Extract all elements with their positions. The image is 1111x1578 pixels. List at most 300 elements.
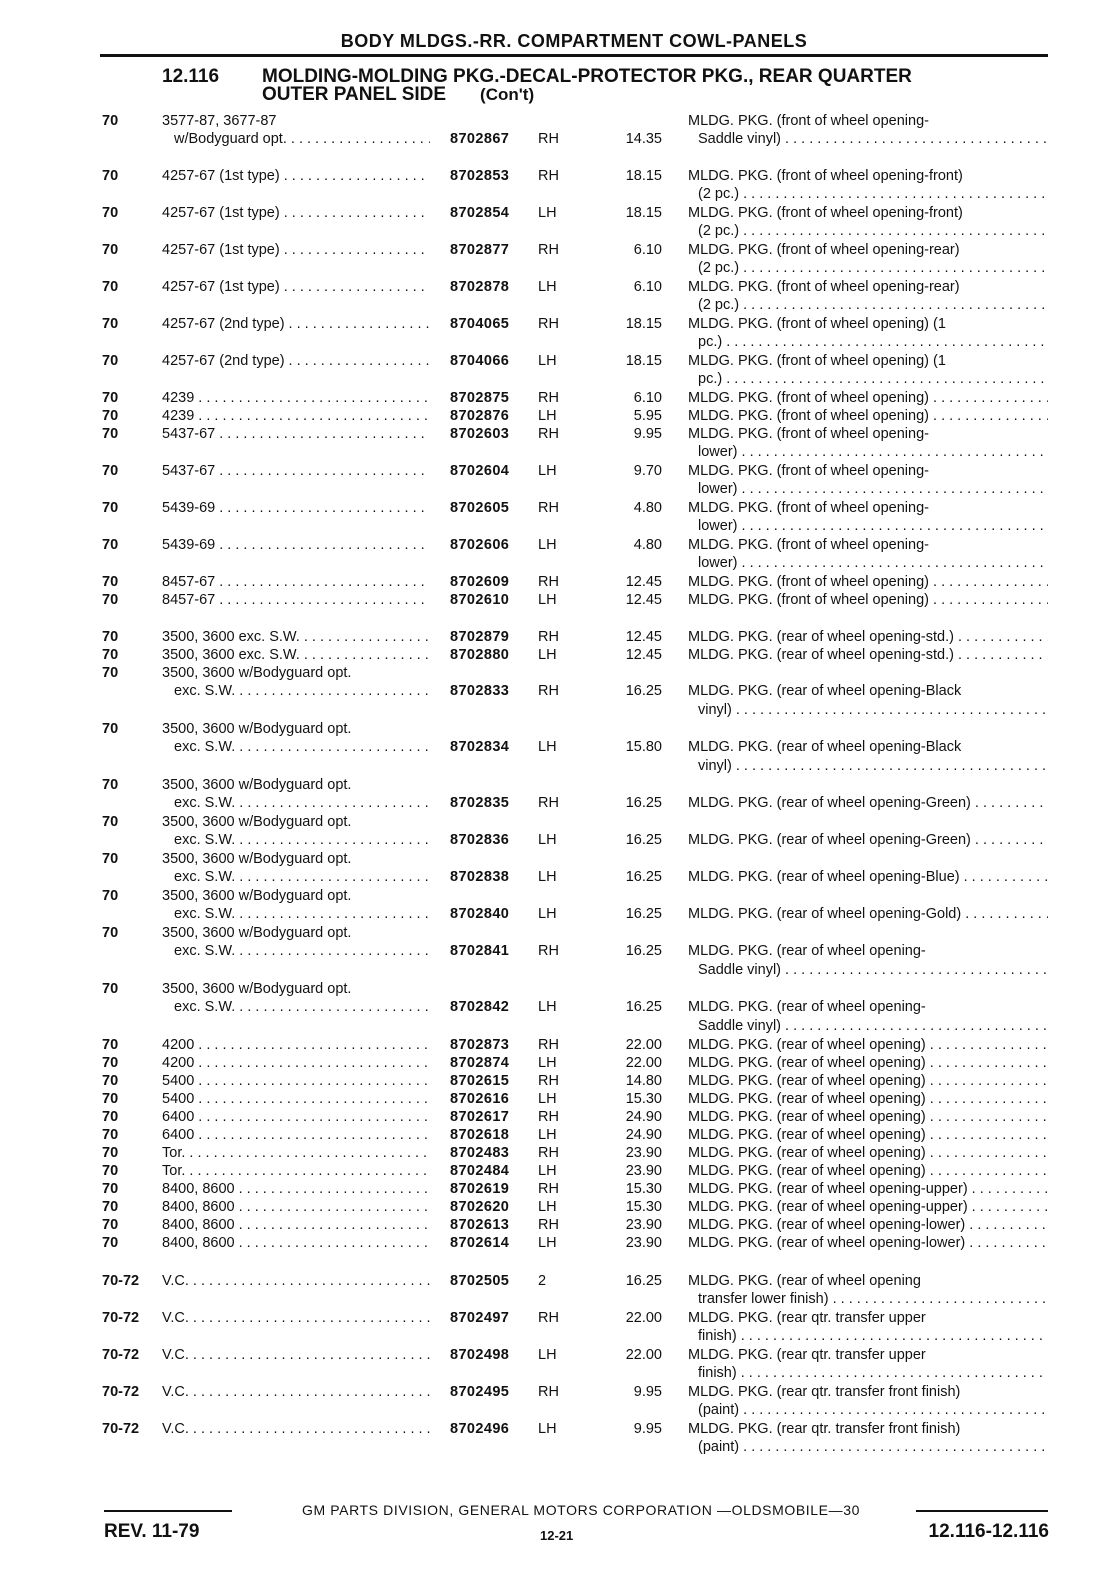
part-number: 8702879 [450, 629, 510, 645]
list-price: 24.90 [625, 1109, 662, 1125]
part-number: 8702497 [450, 1310, 510, 1326]
table-row [0, 813, 1111, 850]
side-code: LH [538, 1199, 557, 1215]
list-price: 15.80 [625, 739, 662, 756]
model-year: 70 [102, 1091, 119, 1107]
model-year: 70 [102, 205, 119, 221]
list-price: 14.80 [625, 1073, 662, 1089]
model-year: 70 [102, 1235, 119, 1251]
model-year: 70 [102, 1109, 119, 1125]
part-number: 8702603 [450, 426, 510, 442]
side-code: RH [538, 168, 559, 184]
side-code: LH [538, 592, 557, 608]
model-year: 70 [102, 1073, 119, 1089]
model-application: 4239 . . . [162, 407, 430, 425]
part-description: MLDG. PKG. (front of wheel opening- [688, 463, 929, 479]
model-year: 70 [102, 888, 119, 904]
part-description: finish) . . . [698, 1364, 1048, 1382]
list-price: 22.00 [625, 1037, 662, 1053]
table-row [0, 315, 1111, 352]
part-number: 8702505 [450, 1273, 510, 1289]
model-application: 8400, 8600 . . . [162, 1198, 430, 1216]
part-number: 8702840 [450, 906, 510, 923]
table-row [0, 167, 1111, 204]
part-description: MLDG. PKG. (rear of wheel opening- [688, 999, 926, 1016]
part-description: MLDG. PKG. (front of wheel opening) (1 [688, 316, 946, 332]
part-description: MLDG. PKG. (rear qtr. transfer front finish) [688, 1421, 961, 1437]
model-year: 70 [102, 316, 119, 332]
model-year: 70 [102, 1199, 119, 1215]
side-code: RH [538, 1384, 559, 1400]
table-row [0, 1420, 1111, 1457]
list-price: 23.90 [625, 1163, 662, 1179]
part-number: 8702604 [450, 463, 510, 479]
model-application: 4257-67 (2nd type) . . . [162, 352, 430, 370]
side-code: LH [538, 832, 557, 849]
model-application: V.C. . . . [162, 1346, 430, 1364]
part-description: MLDG. PKG. (rear of wheel opening) . . . [688, 1090, 1048, 1108]
part-description: MLDG. PKG. (rear of wheel opening-Black [688, 739, 962, 756]
side-code: LH [538, 408, 557, 424]
model-application: 6400 . . . [162, 1108, 430, 1126]
model-application: w/Bodyguard opt. . . . [174, 130, 430, 148]
model-application: 4200 . . . [162, 1036, 430, 1054]
table-row [0, 1108, 1111, 1126]
table-row [0, 536, 1111, 573]
list-price: 22.00 [625, 1310, 662, 1326]
table-row [0, 664, 1111, 719]
part-description: vinyl) . . . [698, 757, 1048, 775]
model-year: 70-72 [102, 1273, 140, 1289]
model-application: 3500, 3600 w/Bodyguard opt. [162, 814, 352, 830]
table-row [0, 241, 1111, 278]
part-number: 8702877 [450, 242, 510, 258]
part-description: (2 pc.) . . . [698, 296, 1048, 314]
model-year: 70 [102, 665, 119, 681]
list-price: 18.15 [625, 168, 662, 184]
side-code: LH [538, 279, 557, 295]
list-price: 9.95 [633, 1421, 662, 1437]
model-application: 3500, 3600 w/Bodyguard opt. [162, 665, 352, 681]
part-number: 8702875 [450, 390, 510, 406]
table-row [0, 776, 1111, 813]
table-row [0, 1090, 1111, 1108]
table-row [0, 850, 1111, 887]
part-description: MLDG. PKG. (rear of wheel opening-Gold) . . . [688, 905, 1048, 923]
part-description: MLDG. PKG. (front of wheel opening) . . . [688, 407, 1048, 425]
part-number: 8702616 [450, 1091, 510, 1107]
side-code: RH [538, 242, 559, 258]
revision-label: REV. 11-79 [104, 1521, 200, 1542]
model-year: 70 [102, 721, 119, 737]
list-price: 12.45 [625, 592, 662, 608]
model-year: 70 [102, 1163, 119, 1179]
model-year: 70 [102, 981, 119, 997]
side-code: LH [538, 999, 557, 1016]
list-price: 12.45 [625, 647, 662, 663]
table-row [0, 1216, 1111, 1234]
section-heading [162, 68, 1042, 104]
model-application: 3500, 3600 w/Bodyguard opt. [162, 851, 352, 867]
part-description: MLDG. PKG. (rear of wheel opening) . . . [688, 1036, 1048, 1054]
side-code: RH [538, 316, 559, 332]
part-description: MLDG. PKG. (rear of wheel opening) . . . [688, 1162, 1048, 1180]
side-code: LH [538, 463, 557, 479]
part-description: MLDG. PKG. (rear of wheel opening) . . . [688, 1144, 1048, 1162]
list-price: 16.25 [625, 906, 662, 923]
side-code: LH [538, 1347, 557, 1363]
model-application: 3500, 3600 w/Bodyguard opt. [162, 721, 352, 737]
part-number: 8702619 [450, 1181, 510, 1197]
side-code: RH [538, 1310, 559, 1326]
model-application: 3500, 3600 w/Bodyguard opt. [162, 981, 352, 997]
model-application: 4257-67 (1st type) . . . [162, 204, 430, 222]
part-description: pc.) . . . [698, 333, 1048, 351]
model-year: 70 [102, 851, 119, 867]
list-price: 16.25 [625, 869, 662, 886]
part-number: 8702853 [450, 168, 510, 184]
part-description: MLDG. PKG. (rear of wheel opening-std.) . . . [688, 646, 1048, 664]
part-description: MLDG. PKG. (front of wheel opening-front) [688, 205, 963, 221]
part-number: 8702609 [450, 574, 510, 590]
part-number: 8702618 [450, 1127, 510, 1143]
side-code: RH [538, 1181, 559, 1197]
side-code: RH [538, 426, 559, 442]
section-range: 12.116-12.116 [928, 1521, 1049, 1542]
model-year: 70 [102, 242, 119, 258]
list-price: 18.15 [625, 316, 662, 332]
side-code: LH [538, 1421, 557, 1437]
table-row [0, 407, 1111, 425]
section-number: 12.116 [162, 66, 220, 87]
part-number: 8702838 [450, 869, 510, 886]
part-description: MLDG. PKG. (rear qtr. transfer front finish) [688, 1384, 961, 1400]
model-year: 70 [102, 426, 119, 442]
side-code: RH [538, 131, 559, 148]
list-price: 16.25 [625, 832, 662, 849]
page-number: 12-21 [540, 1528, 574, 1543]
model-year: 70 [102, 1127, 119, 1143]
part-description: MLDG. PKG. (front of wheel opening-front) [688, 168, 963, 184]
model-application: 4257-67 (1st type) . . . [162, 167, 430, 185]
model-application: 6400 . . . [162, 1126, 430, 1144]
part-description: MLDG. PKG. (front of wheel opening- [688, 113, 929, 129]
part-description: MLDG. PKG. (front of wheel opening- [688, 500, 929, 516]
model-year: 70 [102, 647, 119, 663]
part-number: 8702878 [450, 279, 510, 295]
list-price: 15.30 [625, 1181, 662, 1197]
part-description: (paint) . . . [698, 1401, 1048, 1419]
list-price: 15.30 [625, 1091, 662, 1107]
model-year: 70 [102, 925, 119, 941]
model-year: 70 [102, 777, 119, 793]
model-application: 3500, 3600 w/Bodyguard opt. [162, 777, 352, 793]
table-row [0, 1072, 1111, 1090]
table-row [0, 1272, 1111, 1309]
table-row [0, 924, 1111, 979]
list-price: 6.10 [633, 242, 662, 258]
side-code: LH [538, 1235, 557, 1251]
model-year: 70-72 [102, 1384, 140, 1400]
model-application: V.C. . . . [162, 1383, 430, 1401]
part-description: (2 pc.) . . . [698, 185, 1048, 203]
model-application: 8457-67 . . . [162, 573, 430, 591]
model-application: V.C. . . . [162, 1420, 430, 1438]
table-row [0, 1309, 1111, 1346]
table-row [0, 1198, 1111, 1216]
model-application: 5400 . . . [162, 1090, 430, 1108]
model-application: 4257-67 (1st type) . . . [162, 278, 430, 296]
part-description: MLDG. PKG. (front of wheel opening) . . . [688, 573, 1048, 591]
section-title-line2: OUTER PANEL SIDE [262, 84, 447, 105]
model-year: 70 [102, 113, 119, 129]
list-price: 16.25 [625, 795, 662, 812]
table-row [0, 389, 1111, 407]
part-description: MLDG. PKG. (rear of wheel opening) . . . [688, 1054, 1048, 1072]
model-year: 70-72 [102, 1347, 140, 1363]
part-description: MLDG. PKG. (front of wheel opening) . . . [688, 591, 1048, 609]
list-price: 4.80 [633, 500, 662, 516]
model-application: exc. S.W. . . . [174, 738, 430, 756]
side-code: RH [538, 500, 559, 516]
part-description: MLDG. PKG. (rear of wheel opening-upper) . . . [688, 1198, 1048, 1216]
side-code: RH [538, 1145, 559, 1161]
part-description: MLDG. PKG. (rear of wheel opening) . . . [688, 1072, 1048, 1090]
part-description: MLDG. PKG. (rear of wheel opening-std.) . . . [688, 628, 1048, 646]
list-price: 23.90 [625, 1217, 662, 1233]
model-application: 8400, 8600 . . . [162, 1234, 430, 1252]
table-row [0, 628, 1111, 646]
side-code: RH [538, 574, 559, 590]
part-description: lower) . . . [698, 517, 1048, 535]
table-row [0, 887, 1111, 924]
part-number: 8702880 [450, 647, 510, 663]
part-description: MLDG. PKG. (rear of wheel opening-lower) . . . [688, 1216, 1048, 1234]
side-code: RH [538, 943, 559, 960]
model-year: 70 [102, 463, 119, 479]
table-row [0, 1054, 1111, 1072]
part-description: MLDG. PKG. (front of wheel opening) (1 [688, 353, 946, 369]
side-code: LH [538, 647, 557, 663]
model-year: 70 [102, 279, 119, 295]
list-price: 9.70 [633, 463, 662, 479]
table-row [0, 112, 1111, 149]
part-number: 8702835 [450, 795, 510, 812]
list-price: 6.10 [633, 390, 662, 406]
model-application: 5439-69 . . . [162, 536, 430, 554]
table-row [0, 1036, 1111, 1054]
part-description: MLDG. PKG. (front of wheel opening- [688, 426, 929, 442]
part-description: MLDG. PKG. (rear of wheel opening- [688, 943, 926, 960]
model-application: 3577-87, 3677-87 [162, 113, 277, 129]
footer-rule-right [916, 1510, 1048, 1512]
model-year: 70 [102, 408, 119, 424]
model-application: exc. S.W. . . . [174, 942, 430, 960]
side-code: LH [538, 906, 557, 923]
part-description: lower) . . . [698, 480, 1048, 498]
list-price: 4.80 [633, 537, 662, 553]
model-application: 3500, 3600 exc. S.W. . . . [162, 628, 430, 646]
table-row [0, 646, 1111, 664]
part-description: MLDG. PKG. (rear qtr. transfer upper [688, 1310, 926, 1326]
footer-division: GM PARTS DIVISION, GENERAL MOTORS CORPORATION —OLDSMOBILE—30 [302, 1502, 860, 1518]
model-application: 4239 . . . [162, 389, 430, 407]
model-application: V.C. . . . [162, 1272, 430, 1290]
side-code: RH [538, 1037, 559, 1053]
part-description: MLDG. PKG. (front of wheel opening- [688, 537, 929, 553]
part-number: 8702867 [450, 131, 510, 148]
part-description: MLDG. PKG. (rear of wheel opening-Green) . . . [688, 831, 1048, 849]
part-description: (2 pc.) . . . [698, 222, 1048, 240]
part-description: MLDG. PKG. (rear of wheel opening-Green) . . . [688, 794, 1048, 812]
part-number: 8702617 [450, 1109, 510, 1125]
part-number: 8702606 [450, 537, 510, 553]
list-price: 23.90 [625, 1235, 662, 1251]
part-description: lower) . . . [698, 554, 1048, 572]
list-price: 15.30 [625, 1199, 662, 1215]
part-number: 8702614 [450, 1235, 510, 1251]
model-year: 70 [102, 814, 119, 830]
part-description: MLDG. PKG. (front of wheel opening-rear) [688, 279, 960, 295]
list-price: 16.25 [625, 1273, 662, 1289]
model-application: 8400, 8600 . . . [162, 1216, 430, 1234]
table-row [0, 1126, 1111, 1144]
model-application: 8457-67 . . . [162, 591, 430, 609]
part-number: 8702842 [450, 999, 510, 1016]
part-description: MLDG. PKG. (rear qtr. transfer upper [688, 1347, 926, 1363]
list-price: 9.95 [633, 1384, 662, 1400]
model-application: exc. S.W. . . . [174, 868, 430, 886]
model-application: 3500, 3600 w/Bodyguard opt. [162, 888, 352, 904]
side-code: RH [538, 1073, 559, 1089]
list-price: 12.45 [625, 574, 662, 590]
model-year: 70 [102, 390, 119, 406]
part-description: MLDG. PKG. (front of wheel opening-rear) [688, 242, 960, 258]
part-description: (2 pc.) . . . [698, 259, 1048, 277]
part-number: 8702836 [450, 832, 510, 849]
side-code: LH [538, 537, 557, 553]
part-description: transfer lower finish) . . . [698, 1290, 1048, 1308]
part-description: vinyl) . . . [698, 701, 1048, 719]
model-application: V.C. . . . [162, 1309, 430, 1327]
model-year: 70 [102, 592, 119, 608]
part-description: (paint) . . . [698, 1438, 1048, 1456]
footer-rule-left [104, 1510, 232, 1512]
model-year: 70-72 [102, 1421, 140, 1437]
model-application: 8400, 8600 . . . [162, 1180, 430, 1198]
model-year: 70 [102, 1181, 119, 1197]
table-row [0, 462, 1111, 499]
part-number: 8702610 [450, 592, 510, 608]
table-row [0, 1346, 1111, 1383]
table-row [0, 591, 1111, 609]
part-description: Saddle vinyl) . . . [698, 130, 1048, 148]
model-application: exc. S.W. . . . [174, 998, 430, 1016]
list-price: 22.00 [625, 1055, 662, 1071]
list-price: 16.25 [625, 683, 662, 700]
model-application: Tor. . . . [162, 1144, 430, 1162]
part-number: 8702876 [450, 408, 510, 424]
table-row [0, 1162, 1111, 1180]
side-code: LH [538, 869, 557, 886]
part-description: pc.) . . . [698, 370, 1048, 388]
table-row [0, 1144, 1111, 1162]
part-description: MLDG. PKG. (front of wheel opening) . . . [688, 389, 1048, 407]
table-row [0, 1234, 1111, 1252]
table-row [0, 425, 1111, 462]
side-code: LH [538, 1127, 557, 1143]
model-application: 4200 . . . [162, 1054, 430, 1072]
part-description: Saddle vinyl) . . . [698, 961, 1048, 979]
model-year: 70 [102, 574, 119, 590]
model-year: 70 [102, 629, 119, 645]
list-price: 6.10 [633, 279, 662, 295]
section-continued: (Con't) [480, 85, 535, 104]
model-year: 70 [102, 1055, 119, 1071]
model-year: 70 [102, 1037, 119, 1053]
part-number: 8702484 [450, 1163, 510, 1179]
side-code: LH [538, 353, 557, 369]
side-code: RH [538, 795, 559, 812]
part-number: 8704065 [450, 316, 510, 332]
list-price: 12.45 [625, 629, 662, 645]
part-description: MLDG. PKG. (rear of wheel opening-upper) . . . [688, 1180, 1048, 1198]
part-number: 8702841 [450, 943, 510, 960]
model-application: 5437-67 . . . [162, 425, 430, 443]
part-number: 8702615 [450, 1073, 510, 1089]
list-price: 18.15 [625, 205, 662, 221]
model-year: 70-72 [102, 1310, 140, 1326]
part-description: Saddle vinyl) . . . [698, 1017, 1048, 1035]
model-application: 5400 . . . [162, 1072, 430, 1090]
part-number: 8702854 [450, 205, 510, 221]
part-description: MLDG. PKG. (rear of wheel opening-Black [688, 683, 962, 700]
list-price: 5.95 [633, 408, 662, 424]
side-code: LH [538, 205, 557, 221]
side-code: RH [538, 390, 559, 406]
model-year: 70 [102, 1217, 119, 1233]
part-number: 8702496 [450, 1421, 510, 1437]
list-price: 9.95 [633, 426, 662, 442]
part-description: MLDG. PKG. (rear of wheel opening-Blue) . . . [688, 868, 1048, 886]
model-application: exc. S.W. . . . [174, 682, 430, 700]
part-number: 8702834 [450, 739, 510, 756]
list-price: 16.25 [625, 999, 662, 1016]
side-code: LH [538, 1055, 557, 1071]
part-number: 8702498 [450, 1347, 510, 1363]
side-code: 2 [538, 1273, 547, 1289]
table-row [0, 720, 1111, 775]
model-year: 70 [102, 168, 119, 184]
table-row [0, 352, 1111, 389]
model-application: 4257-67 (2nd type) . . . [162, 315, 430, 333]
part-number: 8702833 [450, 683, 510, 700]
part-number: 8702873 [450, 1037, 510, 1053]
page-title: BODY MLDGS.-RR. COMPARTMENT COWL-PANELS [340, 31, 808, 51]
model-application: 5437-67 . . . [162, 462, 430, 480]
model-application: exc. S.W. . . . [174, 831, 430, 849]
part-description: MLDG. PKG. (rear of wheel opening) . . . [688, 1126, 1048, 1144]
side-code: RH [538, 629, 559, 645]
model-application: Tor. . . . [162, 1162, 430, 1180]
list-price: 18.15 [625, 353, 662, 369]
part-number: 8702483 [450, 1145, 510, 1161]
model-year: 70 [102, 1145, 119, 1161]
model-application: exc. S.W. . . . [174, 905, 430, 923]
part-number: 8702605 [450, 500, 510, 516]
model-year: 70 [102, 500, 119, 516]
list-price: 14.35 [625, 131, 662, 148]
